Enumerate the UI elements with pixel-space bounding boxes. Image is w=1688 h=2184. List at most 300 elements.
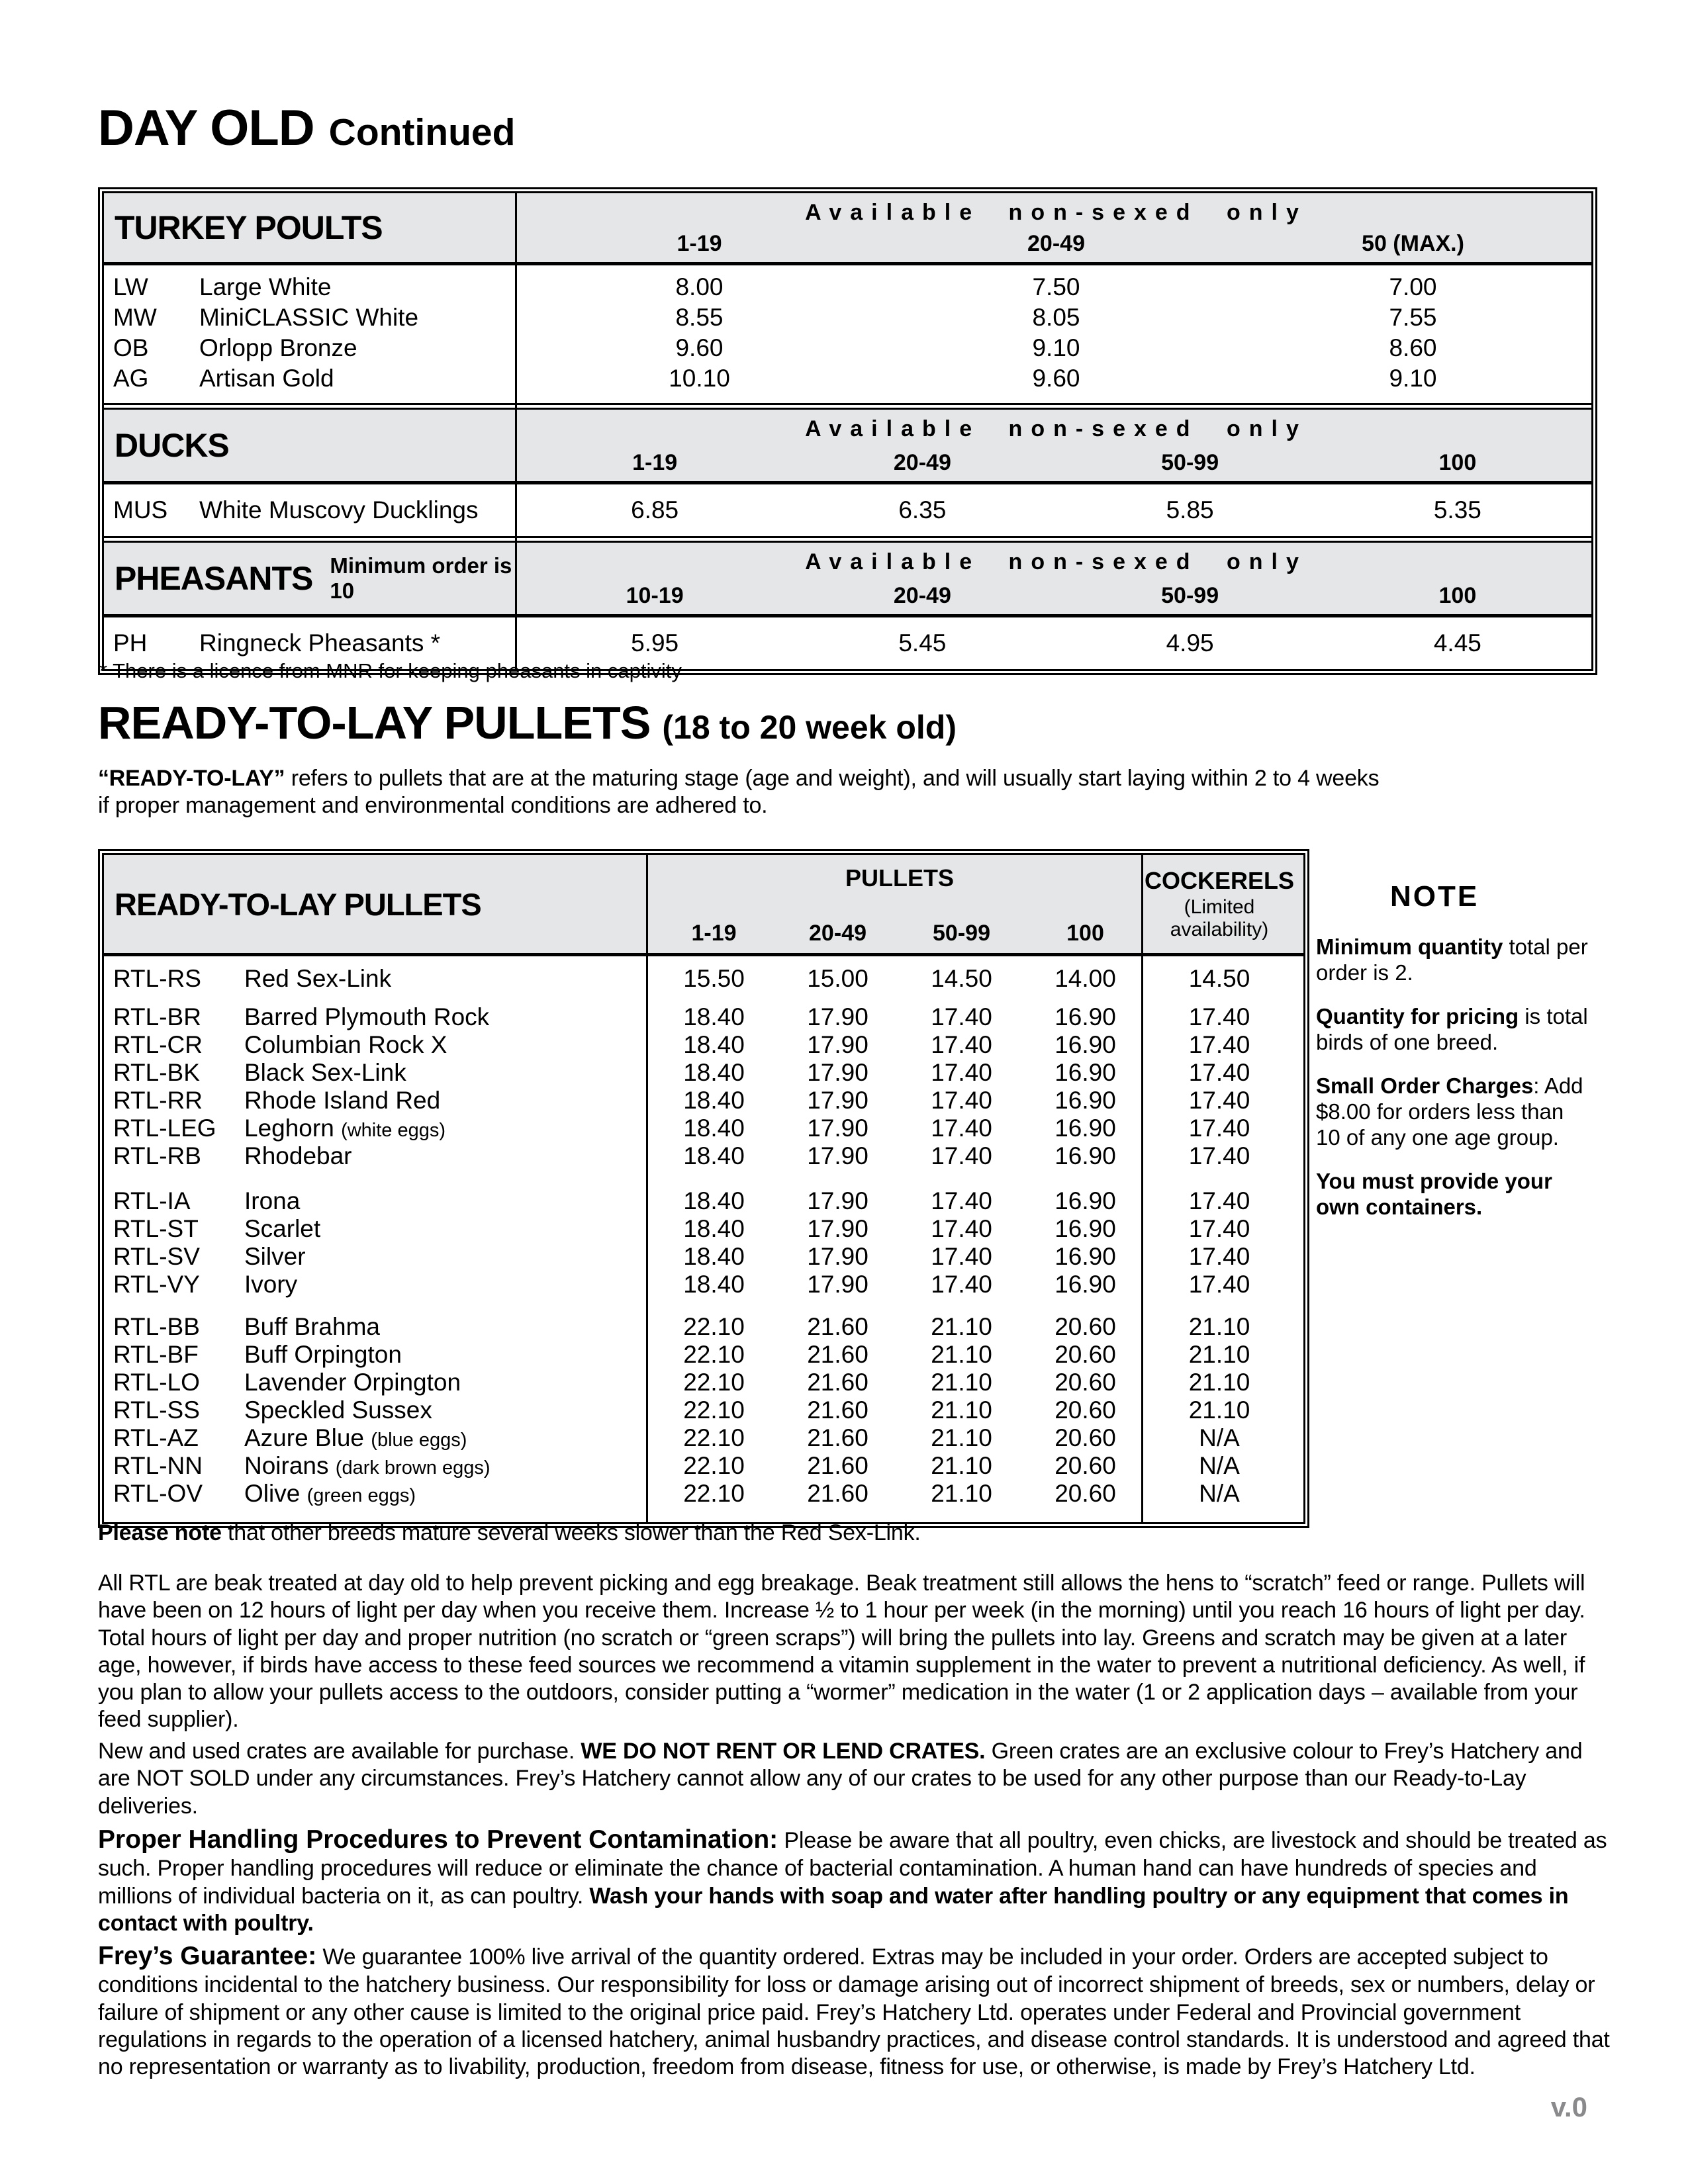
price-cells (652, 1059, 1147, 1087)
note-items (1316, 934, 1601, 1220)
breed-label (104, 1424, 652, 1452)
please-note-line: Please note that other breeds mature several weeks slower than the Red Sex-Link. (98, 1520, 921, 1545)
price-cell: 17.40 (931, 1059, 992, 1086)
rtl-group (104, 1187, 1303, 1298)
breed-code: RTL-LO (113, 1369, 200, 1396)
cockerel-price-cell: 17.40 (1188, 1142, 1250, 1169)
breed-name: Speckled Sussex (244, 1396, 432, 1424)
price-cell: 4.45 (1433, 629, 1481, 657)
price-cell: 18.40 (683, 1243, 745, 1270)
breed-code: RTL-RS (113, 965, 201, 992)
egg-colour-note: (dark brown eggs) (335, 1457, 491, 1479)
column-header: 1-19 (632, 450, 678, 475)
breed-label (104, 496, 521, 524)
cockerel-price-cell: 17.40 (1188, 1031, 1250, 1058)
note-item: Quantity for pricing is total birds of one breed. (1316, 1003, 1588, 1054)
table-row (104, 1396, 1303, 1424)
price-cell: 17.40 (931, 1003, 992, 1030)
pullets-header: PULLETS (845, 864, 954, 891)
cockerel-price-cell: 17.40 (1188, 1215, 1250, 1242)
price-cell: 21.60 (807, 1341, 868, 1368)
rtl-group (104, 1003, 1303, 1170)
turkey-poults-rows (104, 265, 1591, 403)
day-old-title-suffix: Continued (328, 111, 516, 154)
cockerels-header: COCKERELS (1144, 866, 1295, 894)
column-header: 20-49 (809, 921, 867, 946)
breed-code: LW (113, 273, 148, 300)
day-old-title: DAY OLD (98, 100, 314, 156)
breed-name: Rhode Island Red (244, 1087, 441, 1114)
price-cell: 17.90 (807, 1059, 868, 1086)
price-cell: 21.60 (807, 1480, 868, 1507)
price-cell: 20.60 (1055, 1369, 1116, 1396)
price-cell: 21.10 (931, 1369, 992, 1396)
price-cell: 17.90 (807, 1243, 868, 1270)
pheasants-header (104, 543, 1591, 617)
cockerel-price-cell: N/A (1199, 1452, 1240, 1479)
breed-name: Large White (199, 273, 332, 300)
quantity-column-headers (521, 450, 1591, 476)
cockerel-price-cell: 17.40 (1188, 1003, 1250, 1030)
breed-label (104, 365, 521, 392)
price-cell: 21.10 (931, 1313, 992, 1340)
price-cell: 17.90 (807, 1271, 868, 1298)
breed-code: OB (113, 334, 149, 361)
column-header: 20-49 (1027, 231, 1085, 256)
label-column-divider (515, 193, 517, 669)
rtl-title-suffix: (18 to 20 week old) (662, 709, 957, 746)
price-cells (652, 1452, 1147, 1480)
ducks-header (104, 410, 1591, 484)
breed-code: RTL-RR (113, 1087, 203, 1114)
price-cell: 7.00 (1389, 273, 1437, 300)
column-header: 20-49 (893, 450, 951, 475)
breed-name: Leghorn (white eggs) (244, 1115, 446, 1142)
price-cell: 22.10 (683, 1452, 745, 1479)
rtl-price-table (98, 849, 1309, 1528)
table-row (104, 628, 1591, 659)
rtl-table-header (104, 855, 1303, 956)
price-cell: 20.60 (1055, 1452, 1116, 1479)
price-cell: 21.10 (931, 1480, 992, 1507)
price-cell: 17.90 (807, 1115, 868, 1142)
breed-name: Noirans (dark brown eggs) (244, 1452, 491, 1479)
price-cell: 21.60 (807, 1396, 868, 1424)
paragraph-crates: New and used crates are available for purchase. WE DO NOT RENT OR LEND CRATES. Green crates are an exclusive colour to Frey’s Hatchery and are NOT SOLD under any circumstances. Frey’s Hatchery cannot allow any of our crates to be used for any other purpose than our Ready-to-Lay deliveries. (98, 1739, 1583, 1819)
ducks-rows (104, 484, 1591, 536)
cockerels-header-cell (1144, 855, 1295, 953)
breed-label (104, 1480, 652, 1508)
price-cell: 18.40 (683, 1115, 745, 1142)
availability-header: Available non-sexed only (805, 416, 1307, 441)
availability-header: Available non-sexed only (805, 200, 1307, 225)
table-row (104, 1215, 1303, 1243)
price-cells (652, 1115, 1147, 1142)
breed-name: White Muscovy Ducklings (199, 496, 479, 523)
table-row (104, 1313, 1303, 1341)
cockerel-price-cell: 17.40 (1188, 1115, 1250, 1142)
rtl-title: READY-TO-LAY PULLETS (98, 697, 651, 749)
rtl-header-label: READY-TO-LAY PULLETS (115, 886, 481, 922)
price-cell: 20.60 (1055, 1424, 1116, 1451)
breed-label (104, 1031, 652, 1059)
rtl-group (104, 1313, 1303, 1508)
breed-code: RTL-IA (113, 1187, 191, 1214)
note-item: Minimum quantity total per order is 2. (1316, 934, 1588, 985)
breed-name: Ivory (244, 1271, 298, 1298)
column-header: 10-19 (626, 583, 684, 608)
pheasants-label-cell (104, 543, 521, 614)
price-cell: 17.40 (931, 1142, 992, 1169)
breed-name: Red Sex-Link (244, 965, 392, 992)
breed-label (104, 1396, 652, 1424)
ducks-label-cell (104, 410, 521, 481)
pullets-header-cell (652, 855, 1147, 953)
price-cell: 20.60 (1055, 1313, 1116, 1340)
price-cell: 16.90 (1055, 1187, 1116, 1214)
column-header: 50-99 (1161, 583, 1219, 608)
breed-label (104, 1313, 652, 1341)
column-header: 100 (1438, 583, 1477, 608)
cockerel-price-cell: 17.40 (1188, 1059, 1250, 1086)
egg-colour-note: (blue eggs) (371, 1430, 467, 1451)
table-title: TURKEY POULTS (115, 209, 383, 246)
price-cell: 21.60 (807, 1369, 868, 1396)
table-row (104, 1142, 1303, 1170)
cockerel-price-cell: 17.40 (1188, 1087, 1250, 1114)
column-header: 100 (1438, 450, 1477, 475)
turkey-availability-cell (521, 193, 1591, 262)
breed-code: RTL-CR (113, 1031, 203, 1058)
price-cell: 21.10 (931, 1341, 992, 1368)
price-cell: 22.10 (683, 1341, 745, 1368)
breed-name: Azure Blue (blue eggs) (244, 1424, 467, 1451)
cockerel-price-cell: 17.40 (1188, 1271, 1250, 1298)
price-cell: 21.60 (807, 1313, 868, 1340)
column-header: 100 (1066, 921, 1104, 946)
price-cell: 18.40 (683, 1142, 745, 1169)
breed-label (104, 1369, 652, 1396)
price-cell: 10.10 (669, 365, 730, 392)
breed-name: Buff Orpington (244, 1341, 402, 1368)
price-cell: 15.50 (683, 965, 745, 992)
table-row (104, 1087, 1303, 1115)
paragraph-guarantee: Frey’s Guarantee: We guarantee 100% live arrival of the quantity ordered. Extras may be included in your order. Orders are accepted subject to conditions incidental to the hatchery business. Our responsibility for loss or damage arising out of incorrect shipment of breeds, sex or numbers, delay or failure of shipment or any other cause is limited to the original price paid. Frey’s Hatchery Ltd. operates under Federal and Provincial government regulations in regards to the operation of a licensed hatchery, animal husbandry practices, and disease control standards. It is understood and agreed that no representation or warranty as to livability, production, freedom from disease, fitness for use, or otherwise, is made by Frey’s Hatchery Ltd. (98, 1942, 1610, 2080)
table-row (104, 333, 1591, 363)
table-row (104, 1031, 1303, 1059)
cockerel-price-cell: 21.10 (1188, 1396, 1250, 1424)
price-cell: 16.90 (1055, 1003, 1116, 1030)
breed-label (104, 273, 521, 301)
day-old-price-tables (98, 187, 1597, 675)
breed-code: RTL-AZ (113, 1424, 199, 1451)
breed-name: Olive (green eggs) (244, 1480, 416, 1507)
breed-name: Buff Brahma (244, 1313, 380, 1340)
table-row (104, 495, 1591, 525)
ducks-table (104, 410, 1591, 536)
column-header: 1-19 (691, 921, 737, 946)
pheasants-table (104, 543, 1591, 669)
price-cells (652, 1396, 1147, 1424)
breed-label (104, 629, 521, 657)
price-cell: 22.10 (683, 1396, 745, 1424)
price-cell: 16.90 (1055, 1243, 1116, 1270)
breed-label (104, 1452, 652, 1480)
price-cell: 17.90 (807, 1215, 868, 1242)
table-row (104, 1115, 1303, 1142)
table-separator (104, 403, 1591, 410)
minimum-order-note: Minimum order is 10 (330, 553, 512, 603)
day-old-heading (98, 99, 515, 157)
quantity-column-headers (521, 583, 1591, 609)
breed-label (104, 304, 521, 332)
price-cell: 8.05 (1032, 304, 1080, 331)
cockerels-subnote: (Limited availability) (1170, 895, 1269, 940)
price-cell: 16.90 (1055, 1142, 1116, 1169)
breed-code: RTL-RB (113, 1142, 201, 1169)
price-cell: 20.60 (1055, 1341, 1116, 1368)
price-cell: 5.85 (1166, 496, 1214, 523)
cockerel-price-cell: N/A (1199, 1480, 1240, 1507)
price-cell: 17.40 (931, 1243, 992, 1270)
price-cell: 17.90 (807, 1003, 868, 1030)
label-column-divider (646, 855, 648, 1522)
table-row (104, 1059, 1303, 1087)
cockerel-price-cell: 21.10 (1188, 1341, 1250, 1368)
breed-name: Silver (244, 1243, 306, 1270)
breed-name: Barred Plymouth Rock (244, 1003, 490, 1030)
breed-code: RTL-BF (113, 1341, 199, 1368)
price-cell: 18.40 (683, 1187, 745, 1214)
price-cell: 6.35 (898, 496, 947, 523)
breed-code: MUS (113, 496, 168, 523)
price-cells (652, 1243, 1147, 1271)
price-cell: 9.60 (1032, 365, 1080, 392)
paragraph-proper-handling: Proper Handling Procedures to Prevent Contamination: Please be aware that all poultry, even chicks, are livestock and should be treated as such. Proper handling procedures will reduce or eliminate the chance of bacterial contamination. A human hand can have hundreds of species and millions of individual bacteria on it, as can poultry. Wash your hands with soap and water after handling poultry or any equipment that comes in contact with poultry. (98, 1825, 1607, 1936)
price-cell: 8.00 (675, 273, 724, 300)
egg-colour-note: (white eggs) (341, 1120, 446, 1141)
price-cell: 18.40 (683, 1271, 745, 1298)
price-cell: 15.00 (807, 965, 868, 992)
breed-label (104, 1087, 652, 1115)
price-cell: 18.40 (683, 1031, 745, 1058)
note-item: You must provide your own containers. (1316, 1168, 1552, 1219)
price-cell: 9.60 (675, 334, 724, 361)
price-cell: 21.60 (807, 1424, 868, 1451)
price-cell: 21.60 (807, 1452, 868, 1479)
breed-code: RTL-BR (113, 1003, 201, 1030)
paragraph-beak-treatment: All RTL are beak treated at day old to help prevent picking and egg breakage. Beak treatment still allows the hens to “scratch” feed or range. Pullets will have been on 12 hours of light per day when you receive them. Increase ½ to 1 hour per week (in the morning) until you reach 16 hours of light per day. Total hours of light per day and proper nutrition (no scratch or “green scraps”) will bring the pullets into lay. Greens and scratch may be given at a later age, however, if birds have access to these feed sources we recommend a vitamin supplement in the water to prevent a nutritional deficiency. As well, if you plan to allow your pullets access to the outdoors, consider putting a “wormer” medication in the water (1 or 2 application days – available from your feed supplier). (98, 1570, 1585, 1733)
price-cell: 16.90 (1055, 1271, 1116, 1298)
breed-code: AG (113, 365, 149, 392)
breed-name: Lavender Orpington (244, 1369, 461, 1396)
breed-code: RTL-NN (113, 1452, 203, 1479)
cockerel-price-cell: N/A (1199, 1424, 1240, 1451)
breed-label (104, 1187, 652, 1215)
price-cell: 7.50 (1032, 273, 1080, 300)
table-title: PHEASANTS (115, 560, 313, 597)
price-cell: 8.55 (675, 304, 724, 331)
breed-code: RTL-BK (113, 1059, 200, 1086)
breed-label (104, 1215, 652, 1243)
breed-name: Black Sex-Link (244, 1059, 406, 1086)
table-row (104, 302, 1591, 333)
price-cell: 16.90 (1055, 1215, 1116, 1242)
column-header: 50 (MAX.) (1362, 231, 1464, 256)
table-row (104, 1271, 1303, 1298)
breed-code: MW (113, 304, 157, 331)
price-cells (652, 1003, 1147, 1031)
ducks-availability-cell (521, 410, 1591, 481)
price-cell: 16.90 (1055, 1115, 1116, 1142)
breed-name: MiniCLASSIC White (199, 304, 419, 331)
breed-name: Orlopp Bronze (199, 334, 357, 361)
breed-label (104, 1059, 652, 1087)
price-cell: 17.90 (807, 1031, 868, 1058)
price-cell: 22.10 (683, 1424, 745, 1451)
price-cell: 5.45 (898, 629, 947, 657)
price-cell: 5.35 (1433, 496, 1481, 523)
price-cell: 18.40 (683, 1003, 745, 1030)
price-cell: 18.40 (683, 1059, 745, 1086)
cockerel-price-cell: 17.40 (1188, 1243, 1250, 1270)
breed-label (104, 1341, 652, 1369)
price-cells (652, 965, 1147, 993)
price-cell: 14.00 (1055, 965, 1116, 992)
price-cell: 22.10 (683, 1480, 745, 1507)
breed-label (104, 1243, 652, 1271)
quantity-column-headers (652, 921, 1147, 946)
price-cell: 17.90 (807, 1187, 868, 1214)
price-cells (652, 1215, 1147, 1243)
cockerel-price-cell: 17.40 (1188, 1187, 1250, 1214)
price-cell: 21.10 (931, 1396, 992, 1424)
table-row (104, 965, 1303, 993)
availability-header: Available non-sexed only (805, 549, 1307, 574)
price-cell: 16.90 (1055, 1059, 1116, 1086)
breed-code: RTL-SS (113, 1396, 200, 1424)
breed-name: Ringneck Pheasants * (199, 629, 441, 657)
price-cells (652, 1187, 1147, 1215)
price-cell: 17.40 (931, 1215, 992, 1242)
quantity-column-headers (521, 231, 1591, 257)
price-cell: 17.40 (931, 1115, 992, 1142)
breed-label (104, 1003, 652, 1031)
table-row (104, 1480, 1303, 1508)
breed-name: Scarlet (244, 1215, 321, 1242)
price-cell: 17.40 (931, 1031, 992, 1058)
rtl-heading (98, 696, 957, 749)
breed-code: PH (113, 629, 148, 657)
breed-code: RTL-LEG (113, 1115, 216, 1142)
price-cell: 9.10 (1389, 365, 1437, 392)
price-cells (652, 1087, 1147, 1115)
turkey-poults-label-cell (104, 193, 521, 262)
breed-code: RTL-VY (113, 1271, 200, 1298)
price-cell: 18.40 (683, 1215, 745, 1242)
cockerel-price-cell: 14.50 (1188, 965, 1250, 992)
price-cell: 21.10 (931, 1424, 992, 1451)
column-header: 50-99 (933, 921, 990, 946)
breed-label (104, 1271, 652, 1298)
price-cell: 17.40 (931, 1087, 992, 1114)
note-panel (1316, 880, 1601, 1238)
table-row (104, 363, 1591, 394)
breed-code: RTL-SV (113, 1243, 200, 1270)
breed-name: Columbian Rock X (244, 1031, 447, 1058)
table-title: DUCKS (115, 427, 229, 464)
price-cell: 20.60 (1055, 1480, 1116, 1507)
price-cell: 18.40 (683, 1087, 745, 1114)
table-row (104, 1341, 1303, 1369)
turkey-poults-header (104, 193, 1591, 265)
breed-label (104, 1142, 652, 1170)
version-label: v.0 (1550, 2091, 1587, 2122)
column-header: 20-49 (893, 583, 951, 608)
table-row (104, 1452, 1303, 1480)
price-cell: 8.60 (1389, 334, 1437, 361)
price-cell: 9.10 (1032, 334, 1080, 361)
breed-code: RTL-ST (113, 1215, 199, 1242)
price-cell: 22.10 (683, 1313, 745, 1340)
price-cell: 21.10 (931, 1452, 992, 1479)
cockerels-column-divider (1141, 855, 1143, 1522)
breed-code: RTL-OV (113, 1480, 203, 1507)
price-cells (652, 1369, 1147, 1396)
column-header: 50-99 (1161, 450, 1219, 475)
price-cell: 17.40 (931, 1187, 992, 1214)
rtl-table-body (104, 956, 1303, 1522)
breed-label (104, 334, 521, 362)
breed-name: Irona (244, 1187, 301, 1214)
rtl-intro: “READY-TO-LAY” refers to pullets that are at the maturing stage (age and weight), and will usually start laying within 2 to 4 weeks if proper management and environmental conditions are adhered to. (98, 766, 1380, 819)
price-cells (652, 1142, 1147, 1170)
breed-label (104, 1115, 652, 1142)
price-cell: 4.95 (1166, 629, 1214, 657)
breed-code: RTL-BB (113, 1313, 200, 1340)
pheasant-footnote: * There is a licence from MNR for keeping pheasants in captivity (99, 659, 682, 682)
table-row (104, 272, 1591, 302)
price-cell: 17.90 (807, 1087, 868, 1114)
price-cell: 16.90 (1055, 1031, 1116, 1058)
rtl-group (104, 965, 1303, 993)
table-row (104, 1003, 1303, 1031)
price-cell: 17.90 (807, 1142, 868, 1169)
table-row (104, 1187, 1303, 1215)
price-cell: 17.40 (931, 1271, 992, 1298)
price-cell: 7.55 (1389, 304, 1437, 331)
table-row (104, 1369, 1303, 1396)
table-separator (104, 536, 1591, 543)
price-cell: 5.95 (631, 629, 679, 657)
turkey-poults-table (104, 193, 1591, 403)
price-cell: 14.50 (931, 965, 992, 992)
price-cells (652, 1313, 1147, 1341)
price-cell: 20.60 (1055, 1396, 1116, 1424)
price-cells (652, 1271, 1147, 1298)
price-cells (652, 1341, 1147, 1369)
column-header: 1-19 (677, 231, 722, 256)
price-cells (652, 1031, 1147, 1059)
table-row (104, 1424, 1303, 1452)
cockerel-price-cell: 21.10 (1188, 1313, 1250, 1340)
cockerel-price-cell: 21.10 (1188, 1369, 1250, 1396)
note-title: NOTE (1390, 880, 1479, 913)
breed-name: Artisan Gold (199, 365, 334, 392)
price-cell: 22.10 (683, 1369, 745, 1396)
table-row (104, 1243, 1303, 1271)
price-cells (652, 1424, 1147, 1452)
